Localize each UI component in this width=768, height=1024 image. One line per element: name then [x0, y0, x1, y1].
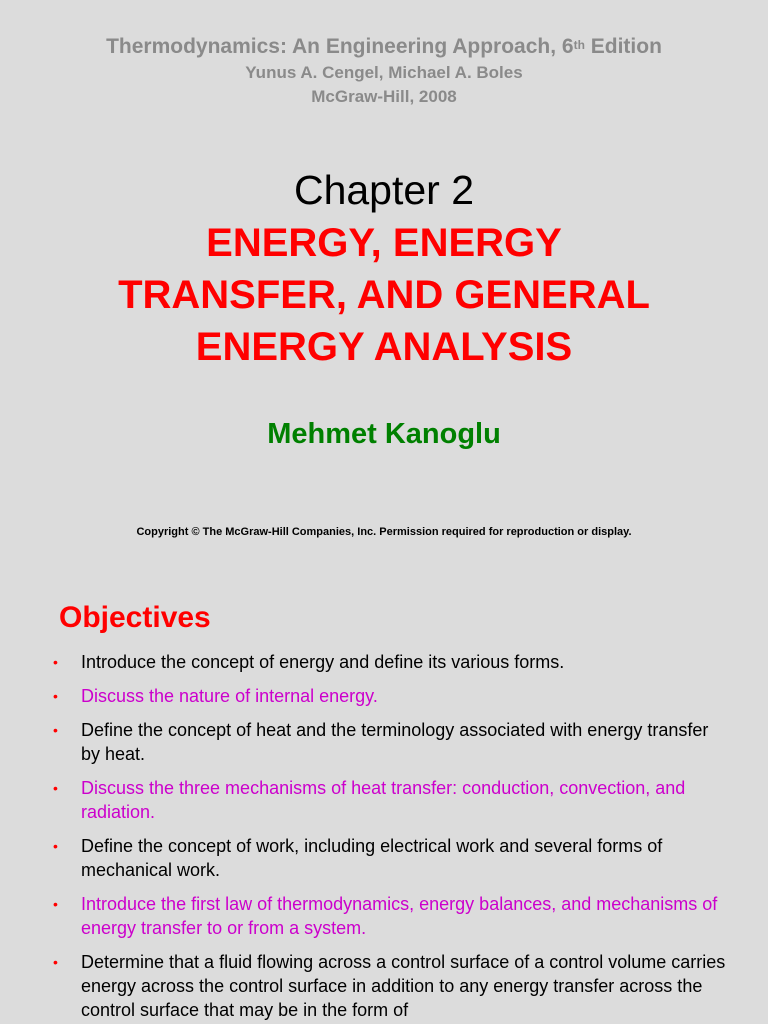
bullet-icon: •	[53, 954, 58, 970]
objective-item	[0, 950, 768, 1022]
objective-text: Introduce the first law of thermodynamics, energy balances, and mechanisms of energy transfer to or from a system.	[81, 894, 718, 938]
objective-item	[0, 776, 768, 824]
copyright-notice: Copyright © The McGraw-Hill Companies, Inc. Permission required for reproduction or display.	[136, 526, 632, 538]
bullet-icon: •	[53, 780, 58, 796]
objective-text: Discuss the three mechanisms of heat transfer: conduction, convection, and radiation.	[81, 778, 686, 822]
book-title-end: Edition	[584, 35, 662, 58]
bullet-icon: •	[53, 722, 58, 738]
presenter-name: Mehmet Kanoglu	[267, 418, 501, 450]
book-title-superscript: th	[573, 38, 585, 52]
bullet-icon: •	[53, 838, 58, 854]
chapter-title-line: ENERGY, ENERGY	[206, 221, 562, 265]
objective-item	[0, 892, 768, 940]
chapter-title-line: ENERGY ANALYSIS	[195, 325, 573, 369]
bullet-icon: •	[53, 654, 58, 670]
chapter-title-line: TRANSFER, AND GENERAL	[118, 273, 650, 317]
objective-item	[0, 684, 768, 708]
objective-item	[0, 834, 768, 882]
bullet-icon: •	[53, 688, 58, 704]
objectives-list	[0, 650, 768, 1024]
bullet-icon: •	[53, 896, 58, 912]
chapter-number: Chapter 2	[293, 167, 475, 213]
book-title-main: Thermodynamics: An Engineering Approach, 6	[106, 35, 574, 58]
objective-item	[0, 718, 768, 766]
book-publisher: McGraw-Hill, 2008	[311, 87, 457, 106]
objective-text: Determine that a fluid flowing across a control surface of a control volume carries energy across the control surface in addition to any energy transfer across the control surface that may be in the form of	[81, 952, 726, 1020]
objectives-heading: Objectives	[59, 601, 211, 634]
objective-text: Define the concept of work, including electrical work and several forms of mechanical work.	[81, 836, 663, 880]
objectives-slide	[0, 580, 768, 1024]
objective-item	[0, 650, 768, 674]
chapter-title	[0, 217, 768, 373]
book-title	[0, 34, 768, 60]
objective-text: Define the concept of heat and the terminology associated with energy transfer by heat.	[81, 720, 709, 764]
objective-text: Discuss the nature of internal energy.	[81, 686, 378, 706]
book-authors: Yunus A. Cengel, Michael A. Boles	[245, 63, 523, 82]
objective-text: Introduce the concept of energy and define its various forms.	[81, 652, 565, 672]
